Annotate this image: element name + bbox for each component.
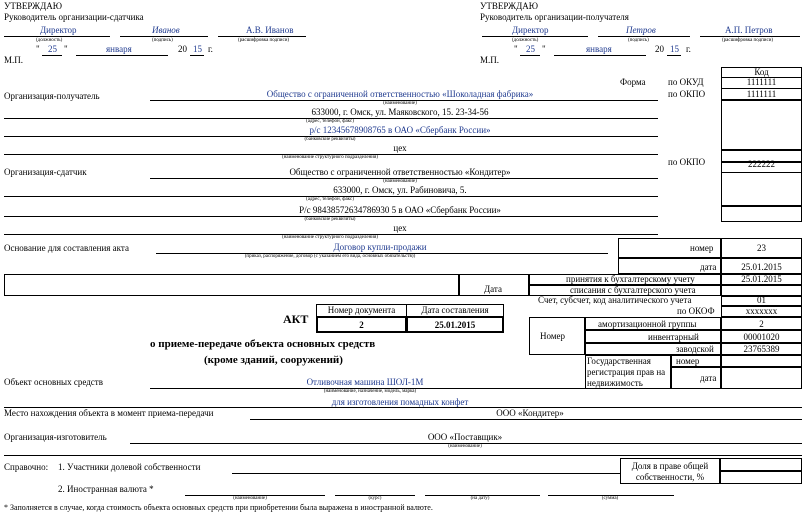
maker-value: ООО «Поставщик» bbox=[427, 432, 503, 442]
approve-left-year: 15 bbox=[193, 44, 202, 54]
okud-value: 1111111 bbox=[746, 77, 777, 87]
code-header: Код bbox=[754, 67, 769, 77]
approve-right-year: 15 bbox=[670, 44, 679, 54]
reference-label: Справочно: bbox=[4, 462, 49, 472]
account-label: Счет, субсчет, код аналитического учета bbox=[538, 295, 692, 305]
footnote: * Заполняется в случае, когда стоимость объекта основных средств при приобретении была выражена в иностранной валюте. bbox=[4, 503, 433, 512]
approve-right-subtitle: Руководитель организации-получателя bbox=[480, 12, 629, 22]
okpo-label: по ОКПО bbox=[668, 89, 706, 99]
stamp-left: М.П. bbox=[4, 55, 24, 65]
okpo-value: 1111111 bbox=[746, 89, 777, 99]
approve-left-name: А.В. Иванов bbox=[246, 25, 294, 35]
sender-label: Организация-сдатчик bbox=[4, 167, 87, 177]
writeoff-label: списания с бухгалтерского учета bbox=[570, 285, 696, 295]
sender-bank: Р/с 98438572634786930 5 в ОАО «Сбербанк России» bbox=[299, 205, 501, 215]
reference-item2: 2. Иностранная валюта * bbox=[58, 484, 154, 494]
approve-left-position: Директор bbox=[40, 25, 77, 35]
approve-right-month: января bbox=[586, 44, 612, 54]
date-header: Дата составления bbox=[421, 305, 489, 315]
sender-name: Общество с ограниченной ответственностью «Кондитер» bbox=[289, 167, 511, 177]
okud-label: по ОКУД bbox=[668, 77, 704, 87]
location-label: Место нахождения объекта в момент приема-передачи bbox=[4, 408, 214, 418]
state-number-label: номер bbox=[676, 356, 700, 366]
basis-date-label: дата bbox=[700, 262, 717, 272]
object-purpose: для изготовления помадных конфет bbox=[331, 397, 469, 407]
accounting-date-col: Дата bbox=[484, 284, 502, 294]
okof-value: xxxxxxx bbox=[745, 306, 778, 316]
basis-label: Основание для составления акта bbox=[4, 243, 129, 253]
basis-number-label: номер bbox=[690, 243, 714, 253]
location-value: ООО «Кондитер» bbox=[496, 408, 564, 418]
factory-value: 23765389 bbox=[743, 344, 780, 354]
amort-label: амортизационной группы bbox=[598, 319, 697, 329]
numbers-label: Номер bbox=[540, 331, 566, 341]
receiver-division: цех bbox=[393, 143, 407, 153]
act-title: АКТ bbox=[283, 312, 309, 326]
approve-left-signature: Иванов bbox=[152, 25, 180, 35]
okof-label: по ОКОФ bbox=[677, 306, 715, 316]
okpo2-value: 222222 bbox=[748, 159, 775, 169]
act-line1: о приеме-передаче объекта основных средств bbox=[150, 338, 376, 350]
maker-label: Организация-изготовитель bbox=[4, 432, 107, 442]
object-value: Отливочная машина ШОЛ-1М bbox=[306, 377, 424, 387]
forma-label: Форма bbox=[620, 77, 646, 87]
approve-left-month: января bbox=[106, 44, 132, 54]
stamp-right: М.П. bbox=[480, 55, 500, 65]
factory-label: заводской bbox=[676, 344, 714, 354]
cap-name: (расшифровка подписи) bbox=[238, 38, 290, 43]
receiver-bank: р/с 12345678908765 в ОАО «Сбербанк России» bbox=[309, 125, 491, 135]
cap-signature: (подпись) bbox=[152, 38, 173, 43]
approve-right-day: 25 bbox=[526, 44, 535, 54]
okpo2-label: по ОКПО bbox=[668, 157, 706, 167]
approve-right-signature: Петров bbox=[626, 25, 656, 35]
acceptance-label: принятия к бухгалтерскому учету bbox=[566, 274, 695, 284]
sender-division: цех bbox=[393, 223, 407, 233]
approve-right-name: А.П. Петров bbox=[725, 25, 773, 35]
reference-item1: 1. Участники долевой собственности bbox=[58, 462, 201, 472]
basis-date-value: 25.01.2015 bbox=[741, 262, 782, 272]
approve-left-day: 25 bbox=[48, 44, 57, 54]
object-label: Объект основных средств bbox=[4, 377, 103, 387]
docnum-value: 2 bbox=[359, 320, 364, 330]
approve-left-title: УТВЕРЖДАЮ bbox=[4, 1, 63, 11]
basis-number-value: 23 bbox=[757, 243, 766, 253]
cap-position: (должность) bbox=[36, 38, 63, 43]
acceptance-value: 25.01.2015 bbox=[741, 274, 782, 284]
date-value: 25.01.2015 bbox=[434, 320, 476, 330]
inventory-value: 00001020 bbox=[743, 332, 780, 342]
approve-right-title: УТВЕРЖДАЮ bbox=[480, 1, 539, 11]
basis-value: Договор купли-продажи bbox=[333, 242, 427, 252]
state-date-label: дата bbox=[700, 373, 717, 383]
docnum-header: Номер документа bbox=[327, 305, 396, 315]
receiver-address: 633000, г. Омск, ул. Маяковского, 15. 23-34-56 bbox=[311, 107, 489, 117]
state-reg-label: Государственная регистрация прав на недвижимость bbox=[587, 356, 666, 388]
approve-left-subtitle: Руководитель организации-сдатчика bbox=[4, 12, 144, 22]
sender-address: 633000, г. Омск, ул. Рабиновича, 5. bbox=[333, 185, 467, 195]
share-label: Доля в праве общей собственности, % bbox=[631, 461, 709, 482]
receiver-label: Организация-получатель bbox=[4, 91, 100, 101]
amort-value: 2 bbox=[759, 319, 764, 329]
act-line2: (кроме зданий, сооружений) bbox=[204, 354, 343, 366]
approve-right-position: Директор bbox=[512, 25, 549, 35]
receiver-name: Общество с ограниченной ответственностью «Шоколадная фабрика» bbox=[266, 89, 534, 99]
account-value: 01 bbox=[757, 295, 766, 305]
inventory-label: инвентарный bbox=[648, 332, 699, 342]
